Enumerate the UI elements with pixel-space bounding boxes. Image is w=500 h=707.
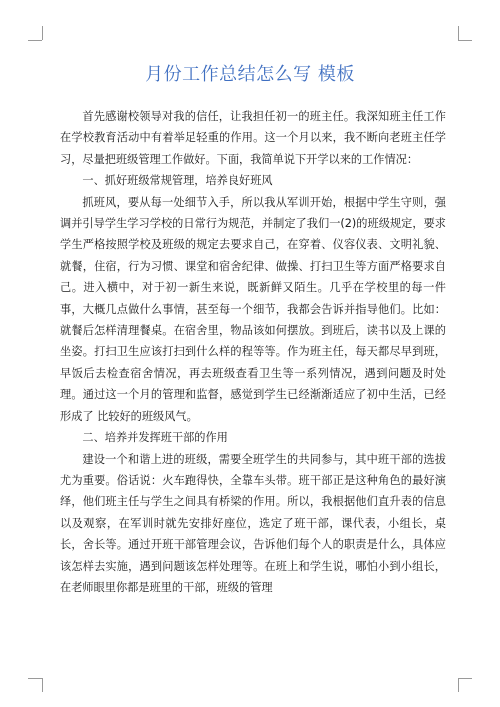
section-2-paragraph: 建设一个和谐上进的班级，需要全班学生的共同参与，其中班干部的选拔尤为重要。俗话说：火车跑得快，全靠车头带。班干部正是这种角色的最好演绎，他们班主任与学生之间具有桥梁的作用。所以，我根据他们直升表的信息以及观察，在军训时就先安排好座位，选定了班干部，课代表，小组长，桌长，舍长等。通过开班干部管理会议，告诉他们每个人的职责是什么，具体应该怎样去实施，遇到问题该怎样处理等。在班上和学生说，哪怕小到小组长，在老师眼里你都是班里的干部，班级的管理 bbox=[60, 452, 446, 594]
crop-mark-top-left-vertical bbox=[42, 26, 43, 40]
crop-mark-top-right bbox=[458, 40, 472, 41]
intro-paragraph: 首先感谢校领导对我的信任，让我担任初一的班主任。我深知班主任工作在学校教育活动中有着举足轻重的作用。这一个月以来，我不断向老班主任学习，尽量把班级管理工作做好。下面，我简单说下开学以来的工作情况： bbox=[60, 110, 446, 166]
section-heading-1: 一、抓好班级常规管理，培养良好班风 bbox=[82, 174, 273, 188]
crop-mark-bottom-right-vertical bbox=[458, 678, 459, 692]
crop-mark-bottom-left bbox=[28, 678, 42, 679]
document-body bbox=[60, 106, 446, 598]
crop-mark-top-left bbox=[28, 40, 42, 41]
section-1-paragraph: 抓班风，要从每一处细节入手，所以我从军训开始，根据中学生守则，强调并引导学生学习学校的日常行为规范，并制定了我们一(2)的班级规定，要求学生严格按照学校及班级的规定去要求自己，在穿着、仪容仪表、文明礼貌、就餐，住宿，行为习惯、课堂和宿舍纪律、做操、打扫卫生等方面严格要求自己。进入横中，对于初一新生来说，既新鲜又陌生。几乎在学校里的每一件事，大概几点做什么事情，甚至每一个细节，我都会告诉并指导他们。比如：就餐后怎样清理餐桌。在宿舍里，物品该如何摆放。到班后，读书以及上课的坐姿。打扫卫生应该打扫到什么样的程等等。作为班主任，每天都尽早到班，早饭后去检查宿舍情况，再去班级查看卫生等一系列情况，遇到问题及时处理。通过这一个月的管理和监督，感觉到学生已经渐渐适应了初中生活，已经形成了 比较好的班级风气。 bbox=[60, 195, 446, 423]
crop-mark-top-right-vertical bbox=[458, 26, 459, 40]
section-heading-2: 二、培养并发挥班干部的作用 bbox=[82, 431, 228, 445]
crop-mark-bottom-right bbox=[458, 678, 472, 679]
document-title: 月份工作总结怎么写 模板 bbox=[145, 64, 355, 85]
crop-mark-bottom-left-vertical bbox=[42, 678, 43, 692]
